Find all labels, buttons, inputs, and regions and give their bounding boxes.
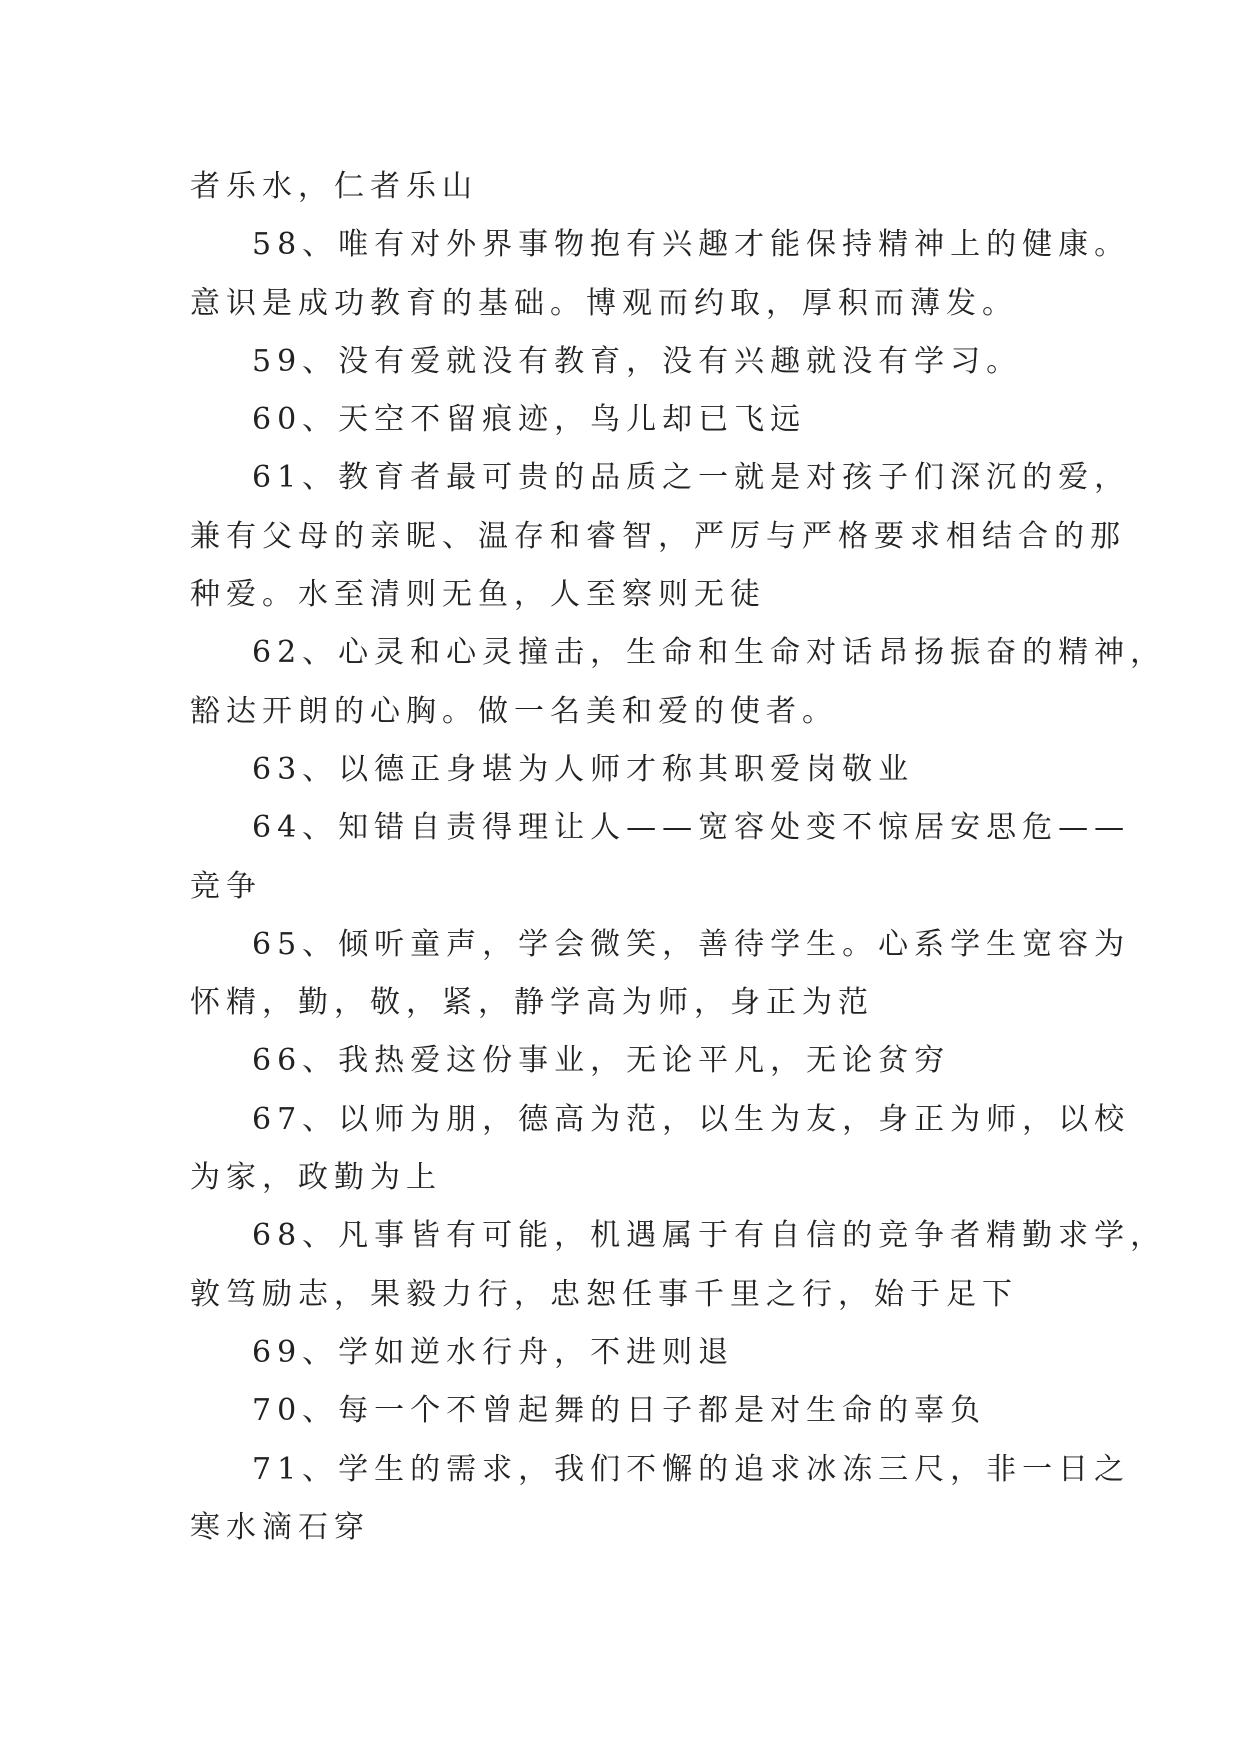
quote-62-line-1: 62、心灵和心灵撞击，生命和生命对话昂扬振奋的精神， [252,635,1167,671]
quote-71-line-2: 寒水滴石穿 [190,1509,370,1545]
quote-64-line-1: 64、知错自责得理让人——宽容处变不惊居安思危—— [252,810,1131,846]
quote-58-line-2: 意识是成功教育的基础。博观而约取，厚积而薄发。 [190,285,1018,321]
quote-71-line-1: 71、学生的需求，我们不懈的追求冰冻三尺，非一日之 [252,1451,1131,1487]
quote-66: 66、我热爱这份事业，无论平凡，无论贫穷 [252,1043,951,1079]
quote-69: 69、学如逆水行舟，不进则退 [252,1334,735,1370]
quote-67-line-1: 67、以师为朋，德高为范，以生为友，身正为师，以校 [252,1101,1131,1137]
quote-68-line-1: 68、凡事皆有可能，机遇属于有自信的竞争者精勤求学， [252,1218,1167,1254]
quote-63: 63、以德正身堪为人师才称其职爱岗敬业 [252,751,915,787]
quote-58-line-1: 58、唯有对外界事物抱有兴趣才能保持精神上的健康。 [252,227,1131,263]
quote-60: 60、天空不留痕迹，鸟儿却已飞远 [252,402,807,438]
quote-64-line-2: 竞争 [190,868,262,904]
quote-67-line-2: 为家，政勤为上 [190,1160,442,1196]
quote-61-line-1: 61、教育者最可贵的品质之一就是对孩子们深沉的爱， [252,460,1131,496]
text-line-1: 者乐水，仁者乐山 [190,169,478,204]
quote-68-line-2: 敦笃励志，果毅力行，忠恕任事千里之行，始于足下 [190,1276,1018,1312]
quote-59: 59、没有爱就没有教育，没有兴趣就没有学习。 [252,343,1023,379]
quote-65-line-2: 怀精，勤，敬，紧，静学高为师，身正为范 [190,985,874,1021]
quote-70: 70、每一个不曾起舞的日子都是对生命的辜负 [252,1393,987,1429]
quote-61-line-2: 兼有父母的亲昵、温存和睿智，严厉与严格要求相结合的那 [190,518,1126,554]
quote-65-line-1: 65、倾听童声，学会微笑，善待学生。心系学生宽容为 [252,926,1131,962]
quote-61-line-3: 种爱。水至清则无鱼，人至察则无徒 [190,577,766,613]
document-body [190,158,1167,1557]
quote-62-line-2: 豁达开朗的心胸。做一名美和爱的使者。 [190,693,838,729]
